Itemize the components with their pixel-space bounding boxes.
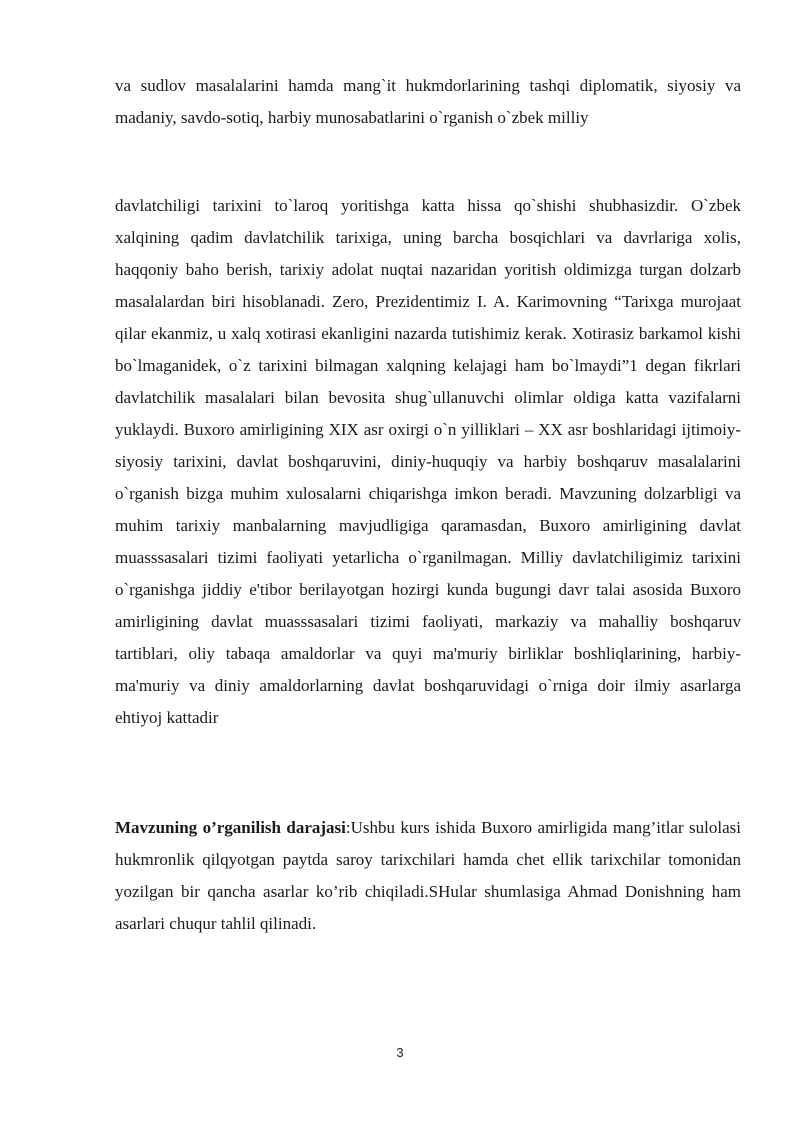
paragraph-continuation: va sudlov masalalarini hamda mang`it hukmdorlarining tashqi diplomatik, siyosiy va madaniy, savdo-sotiq, harbiy munosabatlarini o`rganish o`zbek milliy [115, 76, 741, 127]
paragraph-study-level [115, 812, 741, 940]
section-heading-inline: Mavzuning o’rganilish darajasi [115, 818, 346, 837]
page-number: 3 [396, 1045, 404, 1060]
paragraph-study-level-body: :Ushbu kurs ishida Buxoro amirligida mang’itlar sulolasi hukmronlik qilqyotgan paytda saroy tarixchilari hamda chet ellik tarixchilar tomonidan yozilgan bir qancha asarlar ko’rib chiqiladi.SHular shumlasiga Ahmad Donishning ham asarlari chuqur tahlil qilinadi. [115, 818, 741, 933]
paragraph-main: davlatchiligi tarixini to`laroq yoritishga katta hissa qo`shishi shubhasizdir. O`zbek xalqining qadim davlatchilik tarixiga, uning barcha bosqichlari va davrlariga xolis, haqqoniy baho berish, tarixiy adolat nuqtai nazaridan yoritish oldimizga turgan dolzarb masalalardan biri hisoblanadi. Zero, Prezidentimiz I. A. Karimovning “Tarixga murojaat qilar ekanmiz, u xalq xotirasi ekanligini nazarda tutishimiz kerak. Xotirasiz barkamol kishi bo`lmaganidek, o`z tarixini bilmagan xalqning kelajagi ham bo`lmaydi”1 degan fikrlari davlatchilik masalalari bilan bevosita shug`ullanuvchi olimlar oldiga katta vazifalarni yuklaydi. Buxoro amirligining XIX asr oxirgi o`n yilliklari – XX asr boshlaridagi ijtimoiy-siyosiy tarixini, davlat boshqaruvini, diniy-huquqiy va harbiy boshqaruv masalalarini o`rganish bizga muhim xulosalarni chiqarishga imkon beradi. Mavzuning dolzarbligi va muhim tarixiy manbalarning mavjudligiga qaramasdan, Buxoro amirligining davlat muasssasalari tizimi faoliyati yetarlicha o`rganilmagan. Milliy davlatchiligimiz tarixini o`rganishga jiddiy e'tibor berilayotgan hozirgi kunda bugungi davr talai asosida Buxoro amirligining davlat muasssasalari tizimi faoliyati, markaziy va mahalliy boshqaruv tartiblari, oliy tabaqa amaldorlar va quyi ma'muriy birliklar boshliqlarining, harbiy-ma'muriy va diniy amaldorlarning davlat boshqaruvidagi o`rniga doir ilmiy asarlarga ehtiyoj kattadir [115, 196, 741, 727]
